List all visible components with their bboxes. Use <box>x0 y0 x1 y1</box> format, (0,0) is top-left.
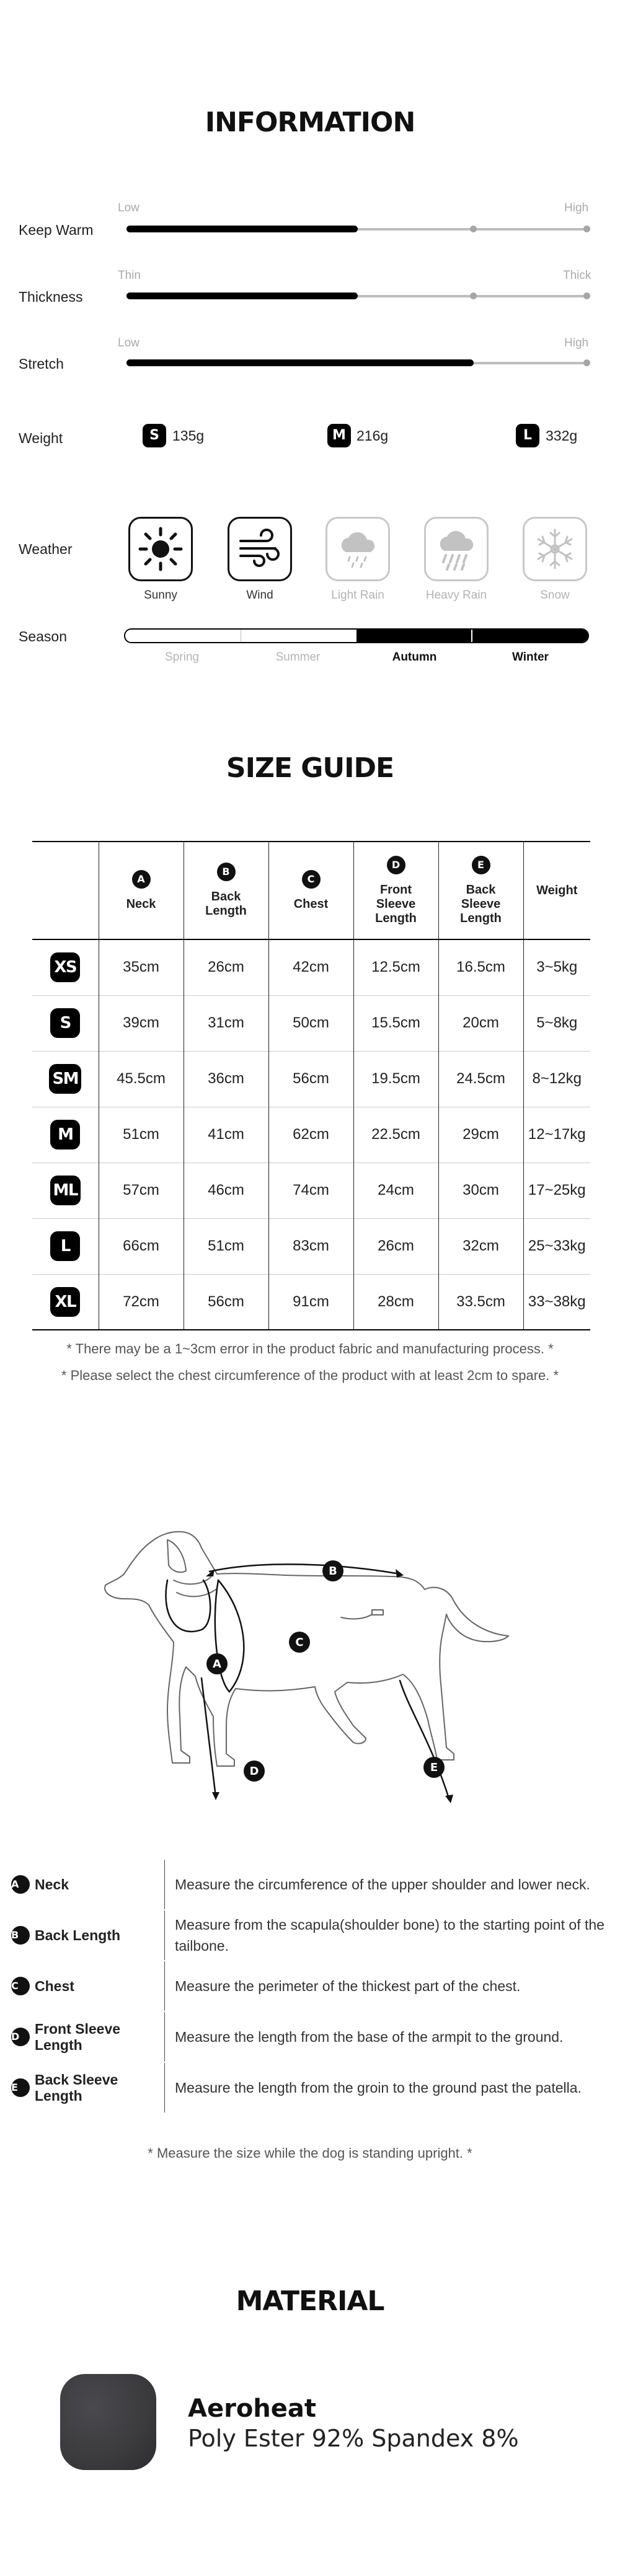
size-cell <box>32 939 99 995</box>
table-cell: 24.5cm <box>438 1051 523 1107</box>
column-label: Back Length <box>205 890 247 918</box>
size-cell <box>32 1163 99 1218</box>
size-note-chest: * Please select the chest circumference of the product with at least 2cm to spare. * <box>61 1368 559 1383</box>
size-badge: XL <box>50 1287 80 1317</box>
wind-icon <box>237 526 283 572</box>
keep-warm-step-dot <box>470 226 477 232</box>
diagram-label-a: A <box>213 1658 221 1671</box>
measurement-description: Measure the perimeter of the thickest part of the chest. <box>164 1961 613 2011</box>
thickness-step-dot <box>470 292 477 299</box>
thickness-level-fill <box>126 292 358 299</box>
season-segment-winter <box>471 630 588 642</box>
stretch-level-fill <box>126 359 474 366</box>
weather-heavy-rain <box>424 517 489 581</box>
measurement-name: Front Sleeve Length <box>35 2020 121 2053</box>
badge-a: A <box>11 1875 30 1894</box>
table-cell: 45.5cm <box>99 1051 184 1107</box>
measurement-label <box>11 1860 144 1909</box>
dog-measurement-diagram <box>74 1512 552 1847</box>
diagram-badge-d <box>244 1761 265 1782</box>
thickness-low-label: Thin <box>118 269 141 282</box>
table-cell: 35cm <box>99 939 184 995</box>
measurement-name: Neck <box>35 1876 69 1892</box>
table-cell: 74cm <box>268 1163 353 1218</box>
keep-warm-step-dot <box>583 226 590 232</box>
season-name-summer: Summer <box>275 651 321 664</box>
size-badge: M <box>50 1120 80 1150</box>
table-cell: 8~12kg <box>523 1051 590 1107</box>
weather-sunny <box>128 517 193 581</box>
badge-d: D <box>387 856 405 874</box>
snowflake-icon <box>532 526 578 572</box>
measurement-label <box>11 1961 144 2011</box>
size-badge: XS <box>50 952 80 982</box>
weight-size-badge: L <box>516 424 539 447</box>
diagram-badge-b <box>322 1560 343 1581</box>
table-row <box>32 1107 590 1163</box>
table-row <box>32 1274 590 1330</box>
size-cell <box>32 1218 99 1274</box>
chest-column-header <box>268 842 353 939</box>
badge-e: E <box>472 856 490 874</box>
table-cell: 42cm <box>268 939 353 995</box>
table-cell: 51cm <box>99 1107 184 1163</box>
measurement-label <box>11 2012 144 2062</box>
measurement-label <box>11 2063 144 2112</box>
season-segment-spring <box>125 630 241 642</box>
thickness-step-dot <box>583 292 590 299</box>
table-row <box>32 939 590 995</box>
season-name-spring: Spring <box>165 651 199 664</box>
keep-warm-label: Keep Warm <box>19 222 94 238</box>
measurement-description: Measure the length from the base of the armpit to the ground. <box>164 2012 613 2062</box>
badge-d: D <box>11 2028 30 2046</box>
season-name-winter: Winter <box>512 651 549 664</box>
measure-upright-note: * Measure the size while the dog is standing upright. * <box>148 2145 472 2161</box>
thickness-high-label: Thick <box>563 269 591 282</box>
size-badge: S <box>50 1008 80 1038</box>
size-badge: ML <box>50 1176 81 1205</box>
measurement-row-front-sleeve <box>11 2012 613 2062</box>
thickness-label: Thickness <box>19 289 83 305</box>
badge-e: E <box>11 2078 30 2097</box>
table-cell: 5~8kg <box>523 995 590 1051</box>
weight-size-badge: S <box>143 424 166 447</box>
table-cell: 17~25kg <box>523 1163 590 1218</box>
season-bar <box>124 628 589 643</box>
table-cell: 19.5cm <box>353 1051 438 1107</box>
table-cell: 51cm <box>184 1218 268 1274</box>
keep-warm-low-label: Low <box>118 201 140 214</box>
column-label: Front Sleeve Length <box>375 882 417 925</box>
table-cell: 83cm <box>268 1218 353 1274</box>
diagram-label-e: E <box>430 1761 438 1774</box>
back-sleeve-column-header <box>438 842 523 939</box>
stretch-low-label: Low <box>118 336 140 349</box>
column-label: Neck <box>126 897 156 911</box>
fabric-swatch <box>60 2374 156 2470</box>
stretch-label: Stretch <box>19 356 64 372</box>
weather-wind <box>228 517 292 581</box>
measurement-row-back-length <box>11 1910 613 1960</box>
weather-label-heavy-rain: Heavy Rain <box>425 589 487 602</box>
table-cell: 26cm <box>353 1218 438 1274</box>
weather-label-sunny: Sunny <box>144 589 177 602</box>
weight-value: 135g <box>172 428 205 444</box>
table-row <box>32 1218 590 1274</box>
size-note-error: * There may be a 1~3cm error in the product fabric and manufacturing process. * <box>66 1341 554 1356</box>
badge-c: C <box>302 870 321 889</box>
measurement-description: Measure from the scapula(shoulder bone) to the starting point of the tailbone. <box>164 1910 613 1960</box>
front-sleeve-column-header <box>353 842 438 939</box>
table-cell: 12~17kg <box>523 1107 590 1163</box>
back-length-measure-line <box>210 1564 400 1574</box>
badge-b: B <box>11 1926 30 1945</box>
table-cell: 56cm <box>184 1274 268 1330</box>
measurement-label <box>11 1910 144 1960</box>
weight-column-header <box>523 842 590 939</box>
weather-light-rain <box>326 517 390 581</box>
measurement-description: Measure the length from the groin to the ground past the patella. <box>164 2063 613 2112</box>
diagram-badge-c <box>289 1632 310 1653</box>
table-cell: 62cm <box>268 1107 353 1163</box>
size-cell <box>32 1051 99 1107</box>
diagram-badge-e <box>423 1757 445 1778</box>
sun-icon <box>138 526 184 572</box>
neck-column-header <box>99 842 184 939</box>
season-segment-autumn <box>356 630 472 642</box>
back-length-column-header <box>184 842 268 939</box>
measurement-row-chest <box>11 1961 613 2011</box>
table-cell: 39cm <box>99 995 184 1051</box>
weather-label-snow: Snow <box>540 589 570 602</box>
weight-label: Weight <box>19 430 63 446</box>
table-cell: 33~38kg <box>523 1274 590 1330</box>
table-row <box>32 995 590 1051</box>
badge-b: B <box>217 863 236 881</box>
size-badge: SM <box>49 1064 81 1094</box>
material-composition: Poly Ester 92% Spandex 8% <box>188 2425 519 2452</box>
measurement-name: Back Length <box>35 1927 121 1943</box>
badge-c: C <box>11 1977 30 1995</box>
table-cell: 31cm <box>184 995 268 1051</box>
season-segment-summer <box>241 630 356 642</box>
column-label: Chest <box>293 897 329 911</box>
diagram-label-d: D <box>249 1765 259 1778</box>
table-cell: 16.5cm <box>438 939 523 995</box>
size-badge: L <box>50 1231 80 1261</box>
table-cell: 57cm <box>99 1163 184 1218</box>
column-label: Weight <box>536 883 578 897</box>
size-table-header <box>32 842 590 939</box>
weight-value: 216g <box>356 428 389 444</box>
season-name-autumn: Autumn <box>392 651 437 664</box>
table-cell: 28cm <box>353 1274 438 1330</box>
weather-label: Weather <box>19 541 73 557</box>
weight-size-badge: M <box>327 424 351 447</box>
table-cell: 20cm <box>438 995 523 1051</box>
keep-warm-level-fill <box>126 226 358 232</box>
information-title: INFORMATION <box>205 107 415 138</box>
size-guide-title: SIZE GUIDE <box>226 752 394 784</box>
material-title: MATERIAL <box>236 2285 384 2317</box>
stretch-step-dot <box>583 359 590 366</box>
table-cell: 91cm <box>268 1274 353 1330</box>
table-cell: 22.5cm <box>353 1107 438 1163</box>
table-cell: 41cm <box>184 1107 268 1163</box>
table-cell: 15.5cm <box>353 995 438 1051</box>
size-cell <box>32 1274 99 1330</box>
table-cell: 33.5cm <box>438 1274 523 1330</box>
size-table <box>32 841 590 1330</box>
table-row <box>32 1163 590 1218</box>
measurement-description: Measure the circumference of the upper shoulder and lower neck. <box>164 1860 613 1909</box>
table-cell: 29cm <box>438 1107 523 1163</box>
table-cell: 50cm <box>268 995 353 1051</box>
diagram-label-b: B <box>329 1565 337 1578</box>
measurement-name: Chest <box>35 1977 74 1994</box>
table-cell: 30cm <box>438 1163 523 1218</box>
keep-warm-high-label: High <box>564 201 589 214</box>
table-cell: 72cm <box>99 1274 184 1330</box>
table-cell: 26cm <box>184 939 268 995</box>
table-cell: 66cm <box>99 1218 184 1274</box>
season-label: Season <box>19 628 68 644</box>
diagram-label-c: C <box>295 1636 304 1649</box>
size-cell <box>32 1107 99 1163</box>
table-cell: 24cm <box>353 1163 438 1218</box>
table-cell: 25~33kg <box>523 1218 590 1274</box>
measurement-row-back-sleeve <box>11 2063 613 2112</box>
measurement-row-neck <box>11 1860 613 1909</box>
diagram-badge-a <box>206 1653 228 1674</box>
table-cell: 3~5kg <box>523 939 590 995</box>
light-rain-icon <box>335 526 381 572</box>
heavy-rain-icon <box>433 526 479 572</box>
badge-a: A <box>132 870 151 889</box>
size-cell <box>32 995 99 1051</box>
weight-value: 332g <box>546 428 578 444</box>
material-name: Aeroheat <box>188 2394 317 2423</box>
table-cell: 46cm <box>184 1163 268 1218</box>
weather-label-wind: Wind <box>246 589 273 602</box>
table-row <box>32 1051 590 1107</box>
table-cell: 32cm <box>438 1218 523 1274</box>
table-cell: 12.5cm <box>353 939 438 995</box>
measurement-name: Back Sleeve Length <box>35 2071 118 2104</box>
stretch-high-label: High <box>564 336 589 349</box>
table-cell: 56cm <box>268 1051 353 1107</box>
column-label: Back Sleeve Length <box>460 882 502 925</box>
weather-label-light-rain: Light Rain <box>331 589 384 602</box>
table-cell: 36cm <box>184 1051 268 1107</box>
weather-snow <box>523 517 587 581</box>
size-column-header <box>32 842 99 939</box>
